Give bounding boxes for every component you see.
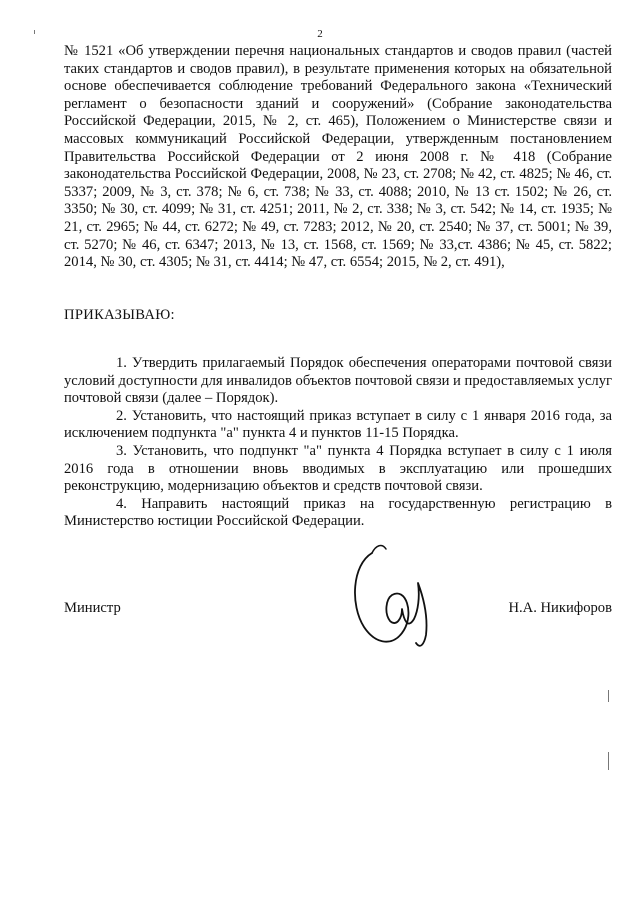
order-item: 2. Установить, что настоящий приказ вступает в силу с 1 января 2016 года, за исключением подпункта "а" пункта 4 и пунктов 11-15 Порядка. [64, 407, 612, 442]
order-item: 4. Направить настоящий приказ на государственную регистрацию в Министерство юстиции Российской Федерации. [64, 495, 612, 530]
scan-artifact [608, 690, 609, 702]
scan-artifact [608, 752, 609, 770]
order-item: 3. Установить, что подпункт "а" пункта 4 Порядка вступает в силу с 1 июля 2016 года в отношении вновь вводимых в эксплуатацию или прошедших реконструкцию, модернизацию объектов и средств почтовой связи. [64, 442, 612, 495]
page-number: 2 [317, 28, 323, 40]
signatory-title: Министр [64, 600, 121, 616]
order-heading: ПРИКАЗЫВАЮ: [64, 307, 175, 323]
order-items [64, 355, 612, 531]
handwritten-signature [342, 535, 442, 655]
signatory-name: Н.А. Никифоров [508, 600, 612, 616]
signature-block [64, 600, 612, 620]
order-item: 1. Утвердить прилагаемый Порядок обеспечения операторами почтовой связи условий доступности для инвалидов объектов почтовой связи и предоставляемых услуг почтовой связи (далее – Порядок). [64, 355, 612, 407]
scan-artifact [34, 30, 35, 34]
intro-paragraph: № 1521 «Об утверждении перечня национальных стандартов и сводов правил (частей таких стандартов и сводов правил), в результате применения которых на обязательной основе обеспечивается соблюдение требований Федерального закона «Технический регламент о безопасности зданий и сооружений» (Собрание законодательства Российской Федерации, 2015, № 2, ст. 465), Положением о Министерстве связи и массовых коммуникаций Российской Федерации, утвержденным постановлением Правительства Российской Федерации от 2 июня 2008 г. № 418 (Собрание законодательства Российской Федерации, 2008, № 23, ст. 2708; № 42, ст. 4825; № 46, ст. 5337; 2009, № 3, ст. 378; № 6, ст. 738; № 33, ст. 4088; 2010, № 13 ст. 1502; № 26, ст. 3350; № 30, ст. 4099; № 31, ст. 4251; 2011, № 2, ст. 338; № 3, ст. 542; № 14, ст. 1935; № 21, ст. 2965; № 44, ст. 6272; № 49, ст. 7283; 2012, № 20, ст. 2540; № 37, ст. 5001; № 39, ст. 5270; № 46, ст. 6347; 2013, № 13, ст. 1568, ст. 1569; № 33,ст. 4386; № 45, ст. 5822; 2014, № 30, ст. 4305; № 31, ст. 4414; № 47, ст. 6554; 2015, № 2, ст. 491), [64, 43, 612, 271]
